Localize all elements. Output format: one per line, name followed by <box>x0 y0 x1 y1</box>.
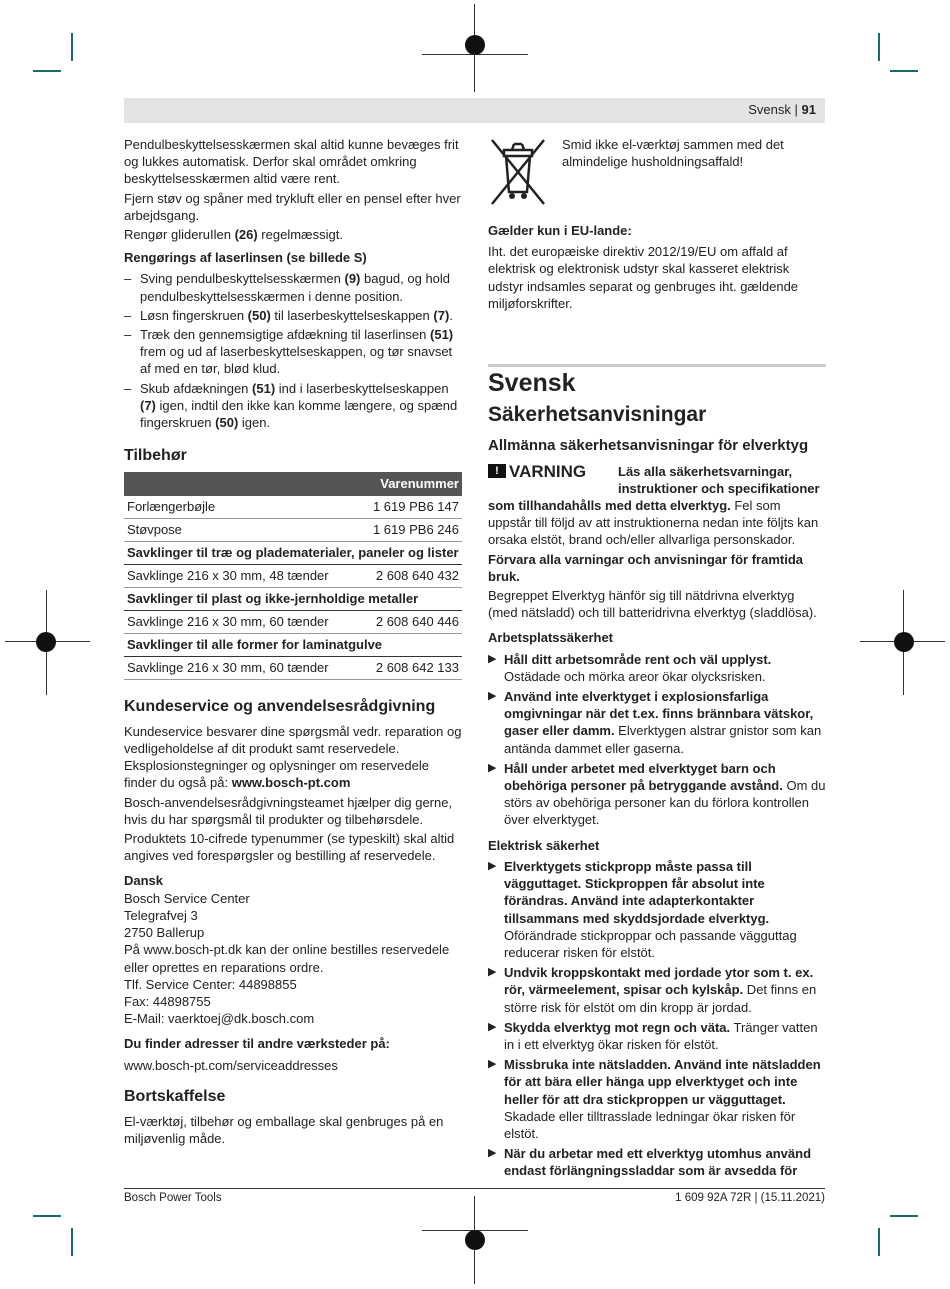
address-country: Dansk <box>124 873 164 889</box>
address-line: Tlf. Service Center: 44898855 <box>124 976 297 992</box>
warning-block <box>488 463 826 497</box>
paragraph: Produktets 10-cifrede typenummer (se typeskilt) skal altid angives ved forespørgsler og bestilling af reservedele. <box>124 831 455 864</box>
page-number: 91 <box>801 102 816 117</box>
crop-mark <box>33 70 61 72</box>
address-line: Fax: 44898755 <box>124 993 211 1009</box>
warning-label: ! VARNING <box>488 463 618 480</box>
crop-mark <box>71 1228 73 1256</box>
paragraph: Fjern støv og spåner med trykluft eller en pensel efter hver arbejdsgang. <box>124 190 461 223</box>
warning-icon: ! <box>488 464 506 478</box>
paragraph: Rengør glideruIlen (26) regelmæssigt. <box>124 227 343 243</box>
table-row: Forlængerbøjle 1 619 PB6 147 <box>124 496 462 519</box>
accessories-heading: Tilbehør <box>124 447 187 465</box>
crop-mark <box>878 33 880 61</box>
table-group-row: Savklinger til træ og pladematerialer, paneler og lister <box>124 541 462 564</box>
address-line: E-Mail: vaerktoej@dk.bosch.com <box>124 1011 315 1027</box>
workplace-heading: Arbetsplatssäkerhet <box>488 630 613 646</box>
table-row: Savklinge 216 x 30 mm, 60 tænder 2 608 642 133 <box>124 656 462 679</box>
address-line: 2750 Ballerup <box>124 925 205 941</box>
registration-mark <box>465 35 485 55</box>
address-line: Telegrafvej 3 <box>124 907 198 923</box>
language-title: Svensk <box>488 369 576 398</box>
list-item: ▶ Använd inte elverktyget i explosionsfarliga omgivningar när det t.ex. finns brännbara vätskor, gaser eller damm. Elverktygen alstrar gnistor som kan antända dammet eller gaserna. <box>488 689 822 756</box>
right-column <box>488 136 826 1183</box>
crop-mark <box>890 1215 918 1217</box>
workshops-heading: Du finder adresser til andre værksteder på: <box>124 1036 390 1052</box>
list-item: – Løsn fingerskruen (50) til laserbeskyttelseskappen (7). <box>124 307 453 323</box>
header-separator: | <box>794 102 798 117</box>
list-item: – Sving pendulbeskyttelsesskærmen (9) bagud, og hold pendulbeskyttelsesskærmen i denne position. <box>124 271 451 304</box>
safety-title: Säkerhetsanvisningar <box>488 403 707 427</box>
registration-mark <box>36 632 56 652</box>
electrical-heading: Elektrisk säkerhet <box>488 837 600 853</box>
paragraph: Bosch-anvendelsesrådgivningsteamet hjælper dig gerne, hvis du har spørgsmål til produkter og tilbehørsdele. <box>124 794 453 827</box>
left-column <box>124 136 462 1149</box>
paragraph: Förvara alla varningar och anvisningar för framtida bruk. <box>488 551 803 584</box>
page-header-bar <box>124 98 825 123</box>
service-link[interactable]: www.bosch-pt.com <box>231 775 351 791</box>
table-group-row: Savklinger til plast og ikke-jernholdige metaller <box>124 587 462 610</box>
list-item: ▶ Missbruka inte nätsladden. Använd inte nätsladden för att bära eller hänga upp elverktyget och inte heller för att dra stickproppen ur vägguttaget. Skadade eller tilltrasslade ledningar ökar risken för elstöt. <box>488 1057 821 1141</box>
registration-mark <box>465 1230 485 1250</box>
address-line: På www.bosch-pt.dk kan der online bestilles reservedele eller oprettes en reparations ordre. <box>124 942 450 975</box>
service-heading: Kundeservice og anvendelsesrådgivning <box>124 697 436 715</box>
disposal-heading: Bortskaffelse <box>124 1087 226 1105</box>
table-header: Varenummer <box>124 472 462 495</box>
table-group-row: Savklinger til alle former for laminatgulve <box>124 633 462 656</box>
table-row: Savklinge 216 x 30 mm, 60 tænder 2 608 640 446 <box>124 610 462 633</box>
page-header <box>748 102 816 117</box>
paragraph: som tillhandahålls med detta elverktyg. Fel som uppstår till följd av att instruktionerna nedan inte följts kan orsaka elstöt, brand och/eller allvarliga personskador. <box>488 498 819 548</box>
crossed-bin-icon <box>488 136 550 208</box>
list-item: ▶ Elverktygets stickpropp måste passa till vägguttaget. Stickproppen får absolut inte förändras. Använd inte adapterkontakter tillsammans med skyddsjordade elverktyg. Oförändrade stickproppar och passande vägguttag reducerar risken för elstöt. <box>488 858 797 960</box>
list-item: – Skub afdækningen (51) ind i laserbeskyttelseskappen (7) igen, indtil den ikke kan komme længere, og spænd fingerskruen (50) igen. <box>124 380 458 431</box>
list-item: – Træk den gennemsigtige afdækning til laserlinsen (51) frem og ud af laserbeskyttelseskappen, og tør snavset af med en tør, blød klud. <box>124 327 454 377</box>
header-language: Svensk <box>748 102 791 117</box>
list-item: ▶ Undvik kroppskontakt med jordade ytor som t. ex. rör, värmeelement, spisar och kylskåp. Det finns en större risk för elstöt om din kropp är jordad. <box>488 965 817 1015</box>
list-item: ▶ Håll under arbetet med elverktyget barn och obehöriga personer på betryggande avstånd. Om du störs av obehöriga personer kan du förlora kontrollen över elverktyget. <box>488 760 826 828</box>
paragraph: Iht. det europæiske direktiv 2012/19/EU om affald af elektrisk og elektronisk udstyr skal kasseret elektrisk udstyr indsamles separat og genbruges iht. gældende miljøforskrifter. <box>488 244 799 311</box>
paragraph: Begreppet Elverktyg hänför sig till nätdrivna elverktyg (med nätsladd) och till batteridrivna elverktyg (sladdlösa). <box>488 588 817 621</box>
crop-mark <box>33 1215 61 1217</box>
registration-mark <box>894 632 914 652</box>
section-divider <box>488 364 826 367</box>
crop-mark <box>878 1228 880 1256</box>
page-footer <box>124 1188 825 1204</box>
table-row: Savklinge 216 x 30 mm, 48 tænder 2 608 640 432 <box>124 564 462 587</box>
paragraph: El-værktøj, tilbehør og emballage skal genbruges på en miljøvenlig måde. <box>124 1113 444 1147</box>
address-line: Bosch Service Center <box>124 890 250 906</box>
paragraph: Pendulbeskyttelsesskærmen skal altid kunne bevæges frit og lukkes automatisk. Derfor skal området omkring beskyttelsesskærmen altid være rent. <box>124 137 459 187</box>
bin-text: Smid ikke el-værktøj sammen med det almindelige husholdningsaffald! <box>562 137 784 170</box>
paragraph: Kundeservice besvarer dine spørgsmål vedr. reparation og vedligeholdelse af dit produkt samt reservedele. Eksplosionstegninger og oplysninger om reservedele finder du også på: www.bosch-pt.com <box>124 723 462 791</box>
table-row: Støvpose 1 619 PB6 246 <box>124 518 462 541</box>
list-item: ▶ Skydda elverktyg mot regn och väta. Tränger vatten in i ett elverktyg ökar risken för elstöt. <box>488 1019 818 1052</box>
accessories-table <box>124 472 462 679</box>
list-item: ▶ Håll ditt arbetsområde rent och väl upplyst. Ostädade och mörka areor ökar olycksrisken. <box>488 651 772 684</box>
warning-bold: Läs alla säkerhetsvarningar, instruktioner och specifikationer <box>618 463 820 496</box>
crop-mark <box>71 33 73 61</box>
list-item: ▶ När du arbetar med ett elverktyg utomhus använd endast förlängningssladdar som är avsedda för <box>488 1146 812 1179</box>
weee-block <box>488 136 826 208</box>
general-heading: Allmänna säkerhetsanvisningar för elverktyg <box>488 437 809 455</box>
laser-heading: Rengørings af laserlinsen (se billede S) <box>124 250 367 266</box>
footer-brand: Bosch Power Tools <box>124 1192 222 1204</box>
eu-heading: Gælder kun i EU-lande: <box>488 223 632 238</box>
footer-doc-number: 1 609 92A 72R | (15.11.2021) <box>675 1192 825 1204</box>
workshops-url[interactable]: www.bosch-pt.com/serviceaddresses <box>124 1057 338 1073</box>
crop-mark <box>890 70 918 72</box>
